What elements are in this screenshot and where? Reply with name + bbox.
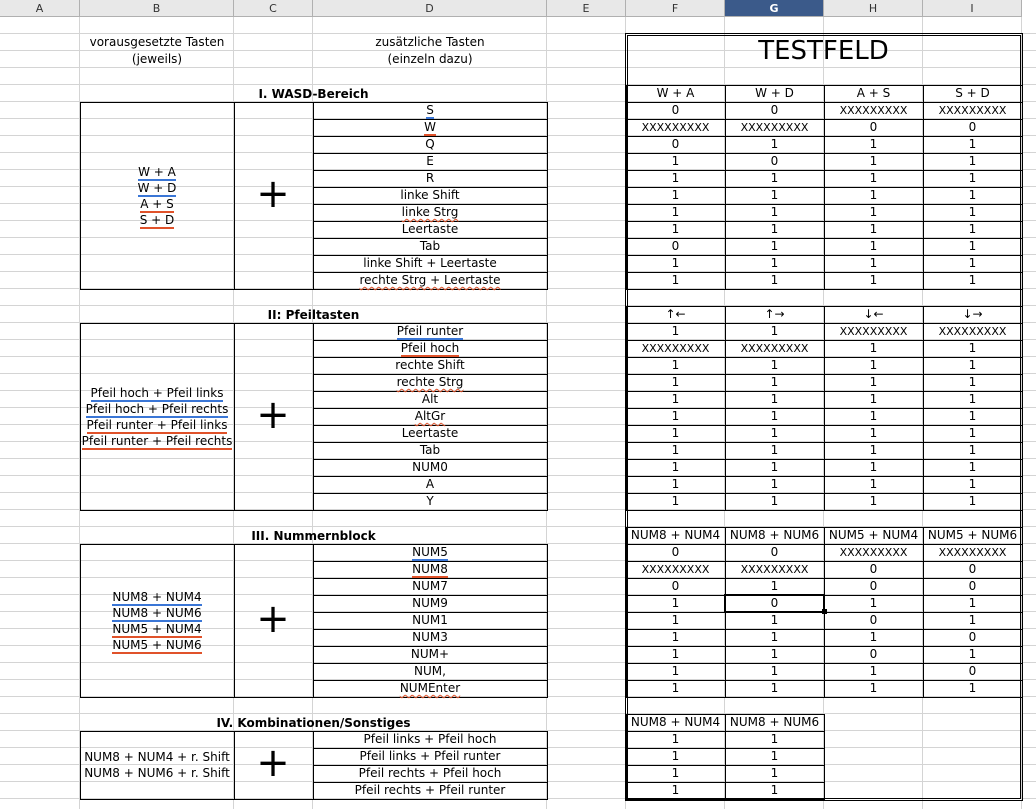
result-cell[interactable]: 1	[770, 409, 779, 423]
result-cell[interactable]: 1	[671, 647, 680, 661]
extra-key-label: NUM3	[412, 630, 448, 644]
prereq-keys	[80, 212, 234, 228]
result-cell[interactable]: 0	[968, 630, 977, 644]
extra-key-cell[interactable]	[313, 170, 547, 187]
result-cell[interactable]: 1	[770, 273, 779, 287]
result-cell[interactable]: 1	[968, 409, 977, 423]
prereq-keys	[80, 417, 234, 433]
testfeld-frame-inner	[627, 35, 1021, 799]
result-cell[interactable]: 1	[770, 783, 779, 797]
result-cell[interactable]: 1	[869, 154, 878, 168]
extra-key-cell[interactable]	[313, 459, 547, 476]
extra-key-label: R	[425, 171, 435, 185]
result-cell[interactable]: 1	[770, 681, 779, 695]
extra-key-label: AltGr	[414, 409, 446, 423]
section-title: I. WASD-Bereich	[258, 87, 369, 101]
prereq-keys	[80, 605, 234, 621]
result-cell[interactable]: 1	[671, 477, 680, 491]
prereq-key-combo: NUM8 + NUM6 + r. Shift	[84, 766, 230, 780]
result-cell[interactable]: 1	[671, 494, 680, 508]
column-header-h[interactable]: H	[824, 0, 923, 17]
result-cell[interactable]: 1	[770, 664, 779, 678]
prereq-keys	[80, 433, 234, 449]
fill-handle[interactable]	[822, 609, 827, 614]
column-header-e[interactable]: E	[547, 0, 626, 17]
result-cell[interactable]: XXXXXXXXX	[938, 325, 1007, 338]
result-cell[interactable]: 1	[770, 171, 779, 185]
result-cell[interactable]: XXXXXXXXX	[839, 546, 908, 559]
extra-key-label: rechte Shift	[395, 358, 465, 372]
result-cell[interactable]: 1	[770, 477, 779, 491]
result-cell[interactable]: 1	[770, 460, 779, 474]
extra-key-cell[interactable]	[313, 408, 547, 425]
result-cell[interactable]: XXXXXXXXX	[839, 325, 908, 338]
prereq-key-combo: W + A	[138, 164, 176, 179]
extra-key-label: Leertaste	[401, 426, 459, 440]
result-cell[interactable]: 1	[770, 579, 779, 593]
extra-key-cell[interactable]	[313, 136, 547, 153]
extra-key-cell[interactable]	[313, 425, 547, 442]
extra-key-label: rechte Strg + Leertaste	[359, 273, 501, 287]
result-cell[interactable]: 1	[869, 443, 878, 457]
result-cell[interactable]: 1	[770, 426, 779, 440]
result-cell[interactable]: XXXXXXXXX	[740, 121, 809, 134]
results-col-header[interactable]: A + S	[856, 86, 891, 100]
result-cell[interactable]: 1	[869, 375, 878, 389]
results-col-header[interactable]: ↑←	[665, 307, 686, 321]
column-header-a[interactable]: A	[0, 0, 80, 17]
extra-key-cell[interactable]	[313, 629, 547, 646]
results-col-header[interactable]: NUM8 + NUM4	[630, 528, 721, 542]
extra-keys-header-line2: (einzeln dazu)	[387, 52, 473, 66]
extra-key-label: rechte Strg	[396, 375, 464, 389]
column-header-f[interactable]: F	[626, 0, 725, 17]
extra-key-label: NUMEnter	[399, 681, 461, 695]
prereq-key-combo: NUM5 + NUM4	[112, 621, 202, 636]
extra-key-cell[interactable]	[313, 544, 547, 561]
extra-key-cell[interactable]	[313, 612, 547, 629]
result-cell[interactable]: 1	[671, 766, 680, 780]
extra-key-cell[interactable]	[313, 238, 547, 255]
column-header-c[interactable]: C	[234, 0, 313, 17]
result-cell[interactable]: 1	[968, 426, 977, 440]
extra-key-label: NUM+	[410, 647, 450, 661]
results-col-header[interactable]: NUM5 + NUM4	[828, 528, 919, 542]
column-header-i[interactable]: I	[923, 0, 1022, 17]
prereq-key-combo: NUM8 + NUM4	[112, 589, 202, 604]
extra-key-label: Pfeil links + Pfeil runter	[359, 749, 501, 763]
result-cell[interactable]: XXXXXXXXX	[641, 342, 710, 355]
extra-key-cell[interactable]	[313, 340, 547, 357]
extra-key-cell[interactable]	[313, 663, 547, 680]
prereq-header-line1: vorausgesetzte Tasten	[89, 35, 225, 49]
extra-keys-header-line1: zusätzliche Tasten	[375, 35, 485, 49]
result-cell[interactable]: 1	[770, 239, 779, 253]
extra-key-label: linke Shift	[400, 188, 460, 202]
result-cell[interactable]: 1	[968, 205, 977, 219]
prereq-key-combo: S + D	[139, 212, 175, 227]
extra-key-label: Tab	[419, 443, 441, 457]
result-cell[interactable]: 1	[671, 188, 680, 202]
result-cell[interactable]: 1	[671, 443, 680, 457]
result-cell[interactable]: XXXXXXXXX	[641, 563, 710, 576]
extra-key-cell[interactable]	[313, 578, 547, 595]
extra-key-cell[interactable]	[313, 374, 547, 391]
result-cell[interactable]: 1	[869, 664, 878, 678]
prereq-key-combo: NUM8 + NUM4 + r. Shift	[84, 750, 230, 764]
result-cell[interactable]: 1	[671, 273, 680, 287]
result-cell[interactable]: 1	[770, 749, 779, 763]
extra-key-cell[interactable]	[313, 221, 547, 238]
result-cell[interactable]: XXXXXXXXX	[641, 121, 710, 134]
result-cell[interactable]: 1	[968, 171, 977, 185]
extra-key-cell[interactable]	[313, 102, 547, 119]
result-cell[interactable]: 0	[671, 137, 680, 151]
result-cell[interactable]: 0	[968, 579, 977, 593]
result-cell[interactable]: 1	[968, 188, 977, 202]
extra-key-cell[interactable]	[313, 187, 547, 204]
section-title: III. Nummernblock	[251, 529, 376, 543]
extra-key-label: NUM5	[412, 545, 448, 559]
result-cell[interactable]: 0	[968, 120, 977, 134]
result-cell[interactable]: 1	[869, 460, 878, 474]
result-cell[interactable]: 1	[968, 154, 977, 168]
extra-key-cell[interactable]	[313, 765, 547, 782]
extra-key-cell[interactable]	[313, 442, 547, 459]
extra-key-cell[interactable]	[313, 119, 547, 136]
result-cell[interactable]: 1	[869, 681, 878, 695]
result-cell[interactable]: 0	[671, 545, 680, 559]
result-cell[interactable]: 1	[770, 766, 779, 780]
extra-key-cell[interactable]	[313, 391, 547, 408]
result-cell[interactable]: 1	[671, 664, 680, 678]
result-cell[interactable]: 1	[968, 460, 977, 474]
result-cell[interactable]: 1	[770, 324, 779, 338]
result-cell[interactable]: 1	[869, 188, 878, 202]
results-col-header[interactable]: S + D	[955, 86, 990, 100]
extra-key-label: linke Shift + Leertaste	[363, 256, 497, 270]
result-cell[interactable]: 1	[770, 732, 779, 746]
result-cell[interactable]: 1	[968, 494, 977, 508]
result-cell[interactable]: 0	[770, 154, 779, 168]
prereq-keys	[80, 749, 234, 765]
section-title: II: Pfeiltasten	[267, 308, 360, 322]
result-cell[interactable]: 0	[770, 596, 779, 610]
result-cell[interactable]: 1	[770, 647, 779, 661]
result-cell[interactable]: 1	[671, 681, 680, 695]
column-header-b[interactable]: B	[80, 0, 234, 17]
result-cell[interactable]: 1	[968, 273, 977, 287]
prereq-key-combo: NUM5 + NUM6	[112, 637, 202, 652]
result-cell[interactable]: XXXXXXXXX	[839, 104, 908, 117]
plus-sign: +	[256, 740, 290, 786]
result-cell[interactable]: 1	[968, 647, 977, 661]
extra-key-label: Q	[425, 137, 435, 151]
result-cell[interactable]: 0	[770, 545, 779, 559]
result-cell[interactable]: 1	[968, 375, 977, 389]
extra-key-label: Pfeil rechts + Pfeil hoch	[358, 766, 502, 780]
result-cell[interactable]: 1	[968, 239, 977, 253]
result-cell[interactable]: 1	[869, 137, 878, 151]
section-title: IV. Kombinationen/Sonstiges	[216, 716, 411, 730]
result-cell[interactable]: 1	[671, 732, 680, 746]
result-cell[interactable]: 1	[671, 375, 680, 389]
plus-sign: +	[256, 170, 290, 217]
result-cell[interactable]: 1	[671, 426, 680, 440]
prereq-key-combo: NUM8 + NUM6	[112, 605, 202, 620]
result-cell[interactable]: 1	[671, 324, 680, 338]
result-cell[interactable]: XXXXXXXXX	[740, 342, 809, 355]
result-cell[interactable]: 1	[671, 596, 680, 610]
result-cell[interactable]: 1	[869, 171, 878, 185]
prereq-key-combo: A + S	[140, 196, 174, 211]
result-cell[interactable]: 1	[968, 256, 977, 270]
result-cell[interactable]: 1	[770, 375, 779, 389]
result-cell[interactable]: 1	[968, 613, 977, 627]
extra-key-label: Alt	[421, 392, 439, 406]
extra-key-cell[interactable]	[313, 595, 547, 612]
extra-key-label: A	[425, 477, 435, 491]
results-col-header[interactable]: ↓←	[863, 307, 884, 321]
result-cell[interactable]: 1	[770, 137, 779, 151]
result-cell[interactable]: 0	[869, 613, 878, 627]
result-cell[interactable]: 1	[770, 443, 779, 457]
results-col-header[interactable]: NUM8 + NUM6	[729, 528, 820, 542]
result-cell[interactable]: 1	[869, 409, 878, 423]
result-cell[interactable]: 1	[770, 358, 779, 372]
extra-key-cell[interactable]	[313, 748, 547, 765]
extra-key-cell[interactable]	[313, 357, 547, 374]
prereq-keys	[80, 164, 234, 180]
result-cell[interactable]: 1	[869, 205, 878, 219]
result-cell[interactable]: 1	[968, 477, 977, 491]
result-cell[interactable]: 1	[869, 494, 878, 508]
result-cell[interactable]: 1	[770, 613, 779, 627]
result-cell[interactable]: XXXXXXXXX	[938, 104, 1007, 117]
result-cell[interactable]: 1	[968, 681, 977, 695]
results-col-header[interactable]: W + D	[755, 86, 794, 100]
extra-key-cell[interactable]	[313, 255, 547, 272]
extra-key-cell[interactable]	[313, 204, 547, 221]
result-cell[interactable]: 0	[671, 239, 680, 253]
result-cell[interactable]: 1	[671, 409, 680, 423]
extra-key-label: Pfeil rechts + Pfeil runter	[354, 783, 506, 797]
result-cell[interactable]: 1	[770, 256, 779, 270]
extra-key-cell[interactable]	[313, 782, 547, 799]
result-cell[interactable]: 1	[671, 460, 680, 474]
result-cell[interactable]: 1	[968, 341, 977, 355]
prereq-keys	[80, 589, 234, 605]
prereq-key-combo: Pfeil hoch + Pfeil links	[90, 385, 224, 400]
result-cell[interactable]: 1	[869, 426, 878, 440]
result-cell[interactable]: 1	[869, 477, 878, 491]
result-cell[interactable]: 0	[869, 579, 878, 593]
plus-sign: +	[256, 595, 290, 642]
result-cell[interactable]: 1	[770, 494, 779, 508]
result-cell[interactable]: 1	[869, 341, 878, 355]
extra-key-cell[interactable]	[313, 646, 547, 663]
prereq-header-line2: (jeweils)	[131, 52, 183, 66]
result-cell[interactable]: 1	[671, 154, 680, 168]
extra-key-cell[interactable]	[313, 561, 547, 578]
extra-key-cell[interactable]	[313, 731, 547, 748]
result-cell[interactable]: 1	[968, 443, 977, 457]
prereq-keys	[80, 637, 234, 653]
plus-sign: +	[256, 391, 290, 438]
extra-key-label: NUM0	[412, 460, 448, 474]
result-cell[interactable]: 1	[968, 222, 977, 236]
result-cell[interactable]: 1	[671, 222, 680, 236]
prereq-keys	[80, 180, 234, 196]
result-cell[interactable]: 1	[671, 205, 680, 219]
extra-key-label: Pfeil hoch	[400, 341, 460, 355]
extra-key-label: Leertaste	[401, 222, 459, 236]
extra-key-label: W	[424, 120, 436, 134]
prereq-key-combo: Pfeil runter + Pfeil links	[86, 417, 228, 432]
extra-key-label: NUM9	[412, 596, 448, 610]
result-cell[interactable]: 1	[671, 613, 680, 627]
extra-key-label: Pfeil runter	[396, 324, 464, 338]
result-cell[interactable]: 1	[770, 630, 779, 644]
extra-key-label: NUM8	[412, 562, 448, 576]
result-cell[interactable]: 1	[770, 205, 779, 219]
column-header-d[interactable]: D	[313, 0, 547, 17]
extra-key-cell[interactable]	[313, 476, 547, 493]
result-cell[interactable]: 1	[968, 137, 977, 151]
extra-key-label: NUM,	[414, 664, 446, 678]
column-header-g[interactable]: G	[725, 0, 824, 17]
results-col-header[interactable]: NUM5 + NUM6	[927, 528, 1018, 542]
extra-key-label: Y	[426, 494, 434, 508]
result-cell[interactable]: 1	[671, 171, 680, 185]
result-cell[interactable]: 1	[671, 256, 680, 270]
result-cell[interactable]: 1	[869, 358, 878, 372]
result-cell[interactable]: 1	[869, 256, 878, 270]
results-col-header[interactable]: NUM8 + NUM4	[630, 715, 721, 729]
result-cell[interactable]: 1	[968, 596, 977, 610]
testfeld-title: TESTFELD	[758, 36, 889, 66]
result-cell[interactable]: 1	[869, 222, 878, 236]
result-cell[interactable]: 1	[671, 392, 680, 406]
result-cell[interactable]: 0	[869, 120, 878, 134]
result-cell[interactable]: 1	[770, 392, 779, 406]
active-cell-cursor[interactable]	[724, 594, 825, 613]
result-cell[interactable]: 0	[671, 103, 680, 117]
result-cell[interactable]: 1	[671, 630, 680, 644]
extra-key-label: S	[426, 103, 434, 117]
result-cell[interactable]: 0	[770, 103, 779, 117]
result-cell[interactable]: 1	[671, 749, 680, 763]
result-cell[interactable]: 0	[968, 562, 977, 576]
prereq-key-combo: W + D	[137, 180, 177, 195]
extra-key-label: E	[426, 154, 434, 168]
result-cell[interactable]: 1	[968, 392, 977, 406]
result-cell[interactable]: 1	[869, 392, 878, 406]
prereq-key-combo: Pfeil runter + Pfeil rechts	[81, 433, 233, 448]
result-cell[interactable]: 1	[869, 596, 878, 610]
result-cell[interactable]: 0	[671, 579, 680, 593]
prereq-keys	[80, 401, 234, 417]
extra-key-cell[interactable]	[313, 153, 547, 170]
results-col-header[interactable]: ↓→	[962, 307, 983, 321]
prereq-keys	[80, 385, 234, 401]
extra-key-label: NUM7	[412, 579, 448, 593]
extra-key-cell[interactable]	[313, 272, 547, 289]
result-cell[interactable]: 0	[968, 664, 977, 678]
prereq-keys	[80, 196, 234, 212]
result-cell[interactable]: 1	[968, 358, 977, 372]
testfeld-title-separator	[626, 85, 1021, 86]
prereq-key-combo: Pfeil hoch + Pfeil rechts	[85, 401, 229, 416]
extra-key-cell[interactable]	[313, 493, 547, 510]
result-cell[interactable]: 1	[869, 239, 878, 253]
extra-key-label: Pfeil links + Pfeil hoch	[363, 732, 497, 746]
result-cell[interactable]: 1	[770, 222, 779, 236]
result-cell[interactable]: 0	[869, 562, 878, 576]
extra-key-label: NUM1	[412, 613, 448, 627]
result-cell[interactable]: 1	[869, 273, 878, 287]
result-cell[interactable]: 0	[869, 647, 878, 661]
prereq-keys	[80, 765, 234, 781]
result-cell[interactable]: 1	[869, 630, 878, 644]
extra-key-cell[interactable]	[313, 680, 547, 697]
result-cell[interactable]: 1	[671, 783, 680, 797]
results-col-header[interactable]: W + A	[656, 86, 695, 100]
extra-key-label: Tab	[419, 239, 441, 253]
extra-key-cell[interactable]	[313, 323, 547, 340]
results-col-header[interactable]: NUM8 + NUM6	[729, 715, 820, 729]
extra-key-label: linke Strg	[401, 205, 459, 219]
result-cell[interactable]: XXXXXXXXX	[938, 546, 1007, 559]
result-cell[interactable]: XXXXXXXXX	[740, 563, 809, 576]
prereq-keys	[80, 621, 234, 637]
result-cell[interactable]: 1	[770, 188, 779, 202]
result-cell[interactable]: 1	[671, 358, 680, 372]
results-col-header[interactable]: ↑→	[764, 307, 785, 321]
